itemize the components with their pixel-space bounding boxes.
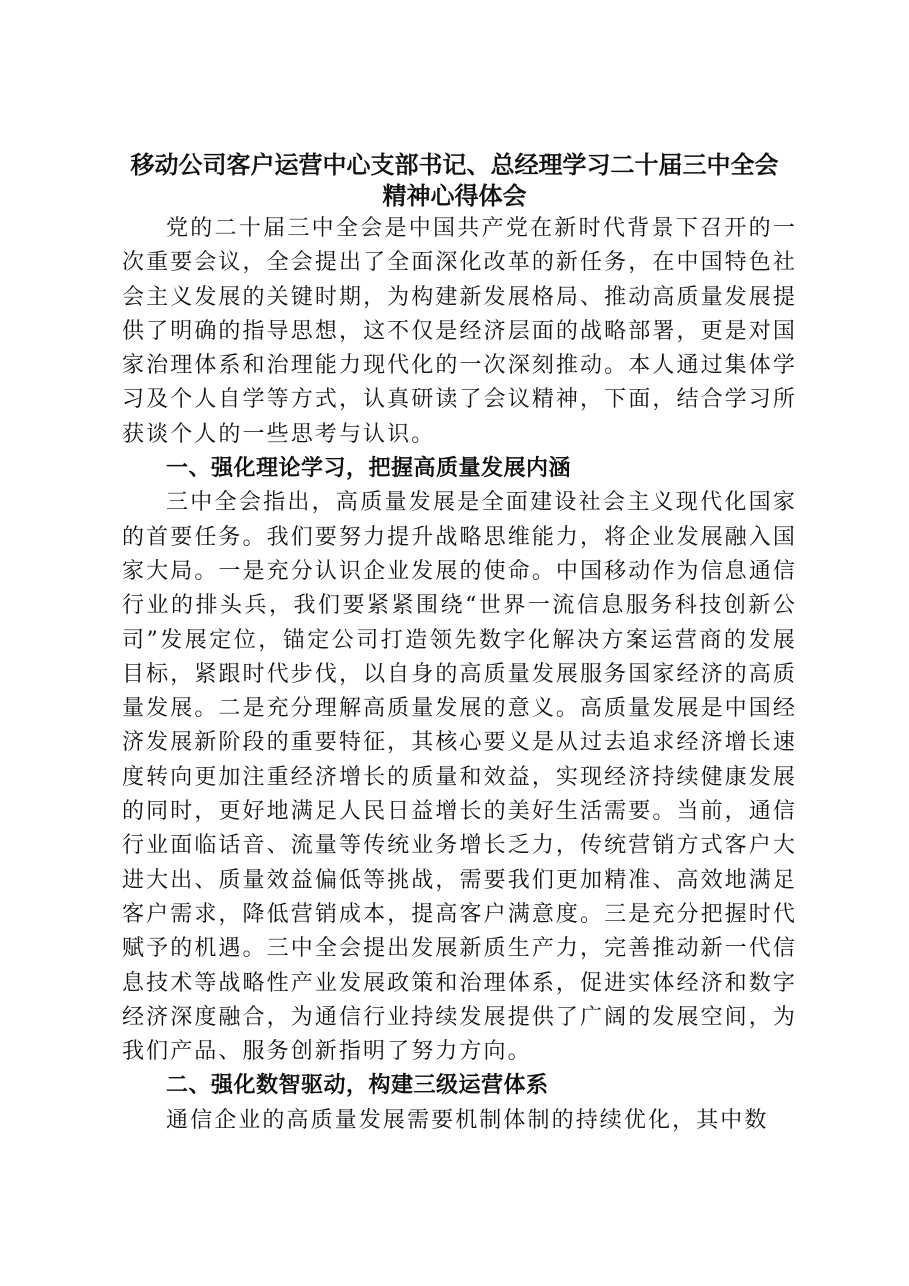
document-body (122, 212, 797, 1138)
document-title-line-1: 移动公司客户运营中心支部书记、总经理学习二十届三中全会 (130, 150, 779, 179)
section-2-heading: 二、强化数智驱动，构建三级运营体系 (166, 1073, 549, 1099)
section-1-heading: 一、强化理论学习，把握高质量发展内涵 (166, 456, 572, 482)
section-2-paragraph: 通信企业的高质量发展需要机制体制的持续优化，其中数 (166, 1107, 769, 1133)
section-1-paragraph: 三中全会指出，高质量发展是全面建设社会主义现代化国家的首要任务。我们要努力提升战略思维能力，将企业发展融入国家大局。一是充分认识企业发展的使命。中国移动作为信息通信行业的排头兵，我们要紧紧围绕“世界一流信息服务科技创新公司”发展定位，锚定公司打造领先数字化解决方案运营商的发展目标，紧跟时代步伐，以自身的高质量发展服务国家经济的高质量发展。二是充分理解高质量发展的意义。高质量发展是中国经济发展新阶段的重要特征，其核心要义是从过去追求经济增长速度转向更加注重经济增长的质量和效益，实现经济持续健康发展的同时，更好地满足人民日益增长的美好生活需要。当前，通信行业面临话音、流量等传统业务增长乏力，传统营销方式客户大进大出、质量效益偏低等挑战，需要我们更加精准、高效地满足客户需求，降低营销成本，提高客户满意度。三是充分把握时代赋予的机遇。三中全会提出发展新质生产力，完善推动新一代信息技术等战略性产业发展政策和治理体系，促进实体经济和数字经济深度融合，为通信行业持续发展提供了广阔的发展空间，为我们产品、服务创新指明了努力方向。 (122, 490, 797, 1065)
intro-paragraph: 党的二十届三中全会是中国共产党在新时代背景下召开的一次重要会议，全会提出了全面深化改革的新任务，在中国特色社会主义发展的关键时期，为构建新发展格局、推动高质量发展提供了明确的指导思想，这不仅是经济层面的战略部署，更是对国家治理体系和治理能力现代化的一次深刻推动。本人通过集体学习及个人自学等方式，认真研读了会议精神，下面，结合学习所获谈个人的一些思考与认识。 (122, 216, 797, 447)
document-title-line-2: 精神心得体会 (382, 181, 527, 210)
